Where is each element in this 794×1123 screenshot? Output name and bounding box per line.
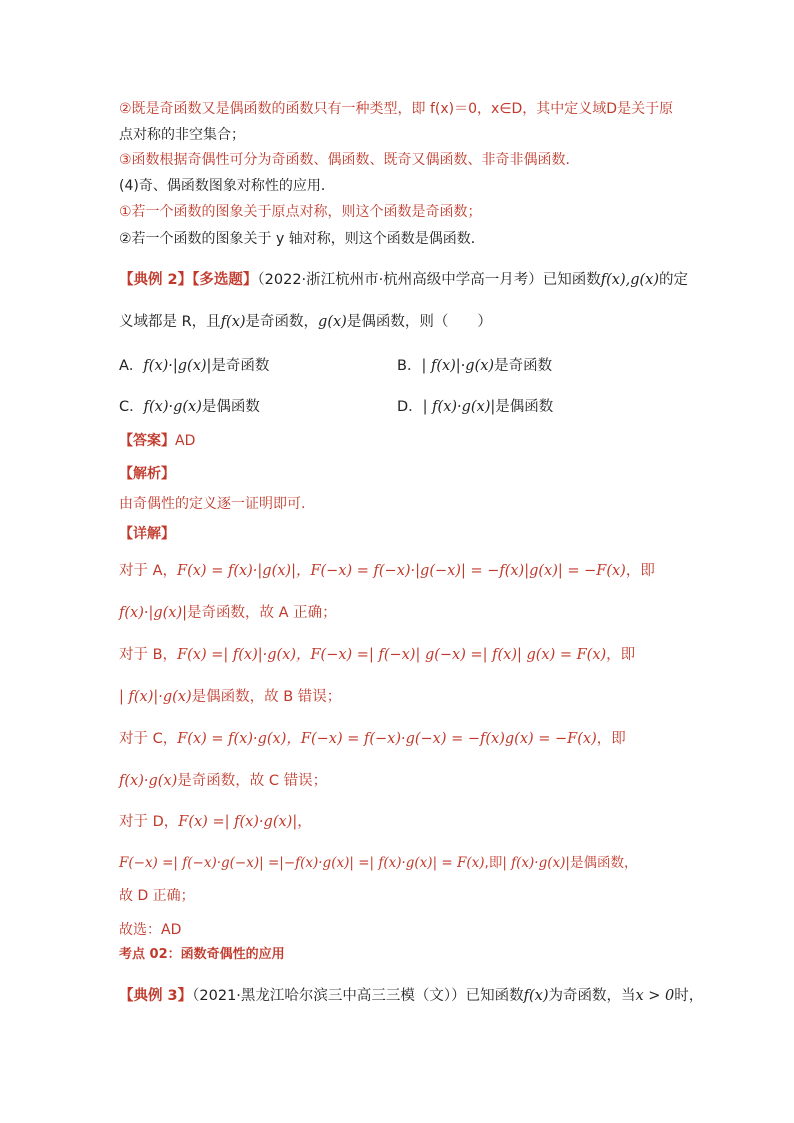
example2-gx: g(x) [318,314,347,330]
option-d [397,395,553,416]
option-c-text: 是偶函数 [201,399,260,415]
detail-a-line2 [119,603,337,623]
example2-question-line1 [119,270,688,290]
detail-d-expr: | f(x)·g(x)| [502,855,570,871]
intro-line-2: 点对称的非空集合； [119,127,245,143]
answer-line [119,431,195,451]
example2-question-line2 [119,312,492,332]
detail-d-line3: 故 D 正确； [119,888,195,904]
detail-d-line1 [119,812,312,832]
detail-d-conclusion: 是偶函数， [569,855,638,871]
option-c [119,395,260,416]
analysis-text: 由奇偶性的定义逐一证明即可. [119,496,306,512]
detail-d-suffix: ， [297,814,312,830]
example3-source: （2021·黑龙江哈尔滨三中高三三模（文）） [192,988,466,1004]
example2-question-end: 的定 [659,272,689,288]
option-a-text: 是奇函数 [211,358,270,374]
detail-b-line2 [119,687,341,707]
example2-source: （2022·浙江杭州市·杭州高级中学高一月考） [257,272,543,288]
detail-b-expr: | f(x)|·g(x) [119,689,192,705]
example2-multi-tag: 【多选题】 [192,272,258,288]
detail-a-line1 [119,561,655,581]
example3-text-a: 已知函数 [465,988,524,1004]
option-a-expr: f(x)·|g(x)| [143,358,212,374]
detail-b-formula: F(x) =| f(x)|·g(x)，F(−x) =| f(−x)| g(−x) =| f(x)| g(x) = F(x) [177,647,607,663]
intro-line-5: ①若一个函数的图象关于原点对称，则这个函数是奇函数； [119,204,482,220]
intro-line-1: ②既是奇函数又是偶函数的函数只有一种类型，即 f(x)＝0，x∈D，其中定义域D是关于原 [119,101,674,117]
detail-a-expr: f(x)·|g(x)| [119,605,188,621]
option-a [119,354,269,375]
analysis-label: 【解析】 [119,466,175,482]
intro-line-3: ③函数根据奇偶性可分为奇函数、偶函数、既奇又偶函数、非奇非偶函数． [119,152,580,168]
example2-question-start: 已知函数 [542,272,601,288]
option-b-expr: | f(x)|·g(x) [421,358,495,374]
detail-b-line1 [119,645,635,665]
option-b-text: 是奇函数 [494,358,553,374]
option-a-letter: A． [119,358,144,374]
detail-c-conclusion: 是奇函数，故 C 错误； [177,773,328,789]
example2-fx: f(x) [220,314,246,330]
example2-tag: 【典例 2】 [119,272,193,288]
detail-d-formula: F(x) =| f(x)·g(x)| [178,814,298,830]
intro-line-6: ②若一个函数的图象关于 y 轴对称，则这个函数是偶函数． [119,231,485,247]
detail-a-formula: F(x) = f(x)·|g(x)|，F(−x) = f(−x)·|g(−x)| = −f(x)|g(x)| = −F(x) [177,563,626,579]
detail-c-expr: f(x)·g(x) [119,773,178,789]
detail-b-suffix: ，即 [606,647,636,663]
example3-fx: f(x) [523,988,549,1004]
detail-d-formula-2: F(−x) =| f(−x)·g(−x)| =|−f(x)·g(x)| =| f(x)·g(x)| = F(x) [119,855,485,871]
example3-tag: 【典例 3】 [119,988,193,1004]
example2-even-text: 是偶函数，则（ ） [346,314,492,330]
answer-value: AD [175,433,196,449]
example3-condition: x > 0 [635,988,675,1004]
intro-line-4: (4)奇、偶函数图象对称性的应用． [119,178,335,194]
option-b-letter: B． [397,358,422,374]
detail-d-mid: ,即 [484,855,503,871]
option-c-letter: C． [119,399,144,415]
example2-domain-text: 义域都是 R，且 [119,314,221,330]
example2-fn-pair: f(x),g(x) [600,272,660,288]
detail-b-prefix: 对于 B， [119,647,178,663]
option-d-letter: D． [397,399,423,415]
answer-label: 【答案】 [119,433,175,449]
detail-c-line1 [119,729,626,749]
detail-c-prefix: 对于 C， [119,731,178,747]
final-answer: 故选：AD [119,922,182,938]
option-b [397,354,552,375]
detail-b-conclusion: 是偶函数，故 B 错误； [191,689,342,705]
detail-a-conclusion: 是奇函数，故 A 正确； [187,605,337,621]
detail-a-prefix: 对于 A， [119,563,178,579]
detail-c-suffix: ，即 [596,731,626,747]
detail-c-formula: F(x) = f(x)·g(x)，F(−x) = f(−x)·g(−x) = −f(x)g(x) = −F(x) [177,731,597,747]
example2-odd-text: 是奇函数， [245,314,319,330]
detail-d-prefix: 对于 D， [119,814,179,830]
example3-text-c: 时， [674,988,704,1004]
example3-line1 [119,986,703,1006]
detail-a-suffix: ，即 [625,563,655,579]
kaodian-heading: 考点 02：函数奇偶性的应用 [119,947,285,962]
detail-c-line2 [119,771,327,791]
option-d-text: 是偶函数 [495,399,554,415]
detail-d-line2 [119,853,637,873]
detail-label: 【详解】 [119,526,175,542]
option-c-expr: f(x)·g(x) [143,399,202,415]
option-d-expr: | f(x)·g(x)| [422,399,496,415]
example3-text-b: 为奇函数，当 [548,988,636,1004]
